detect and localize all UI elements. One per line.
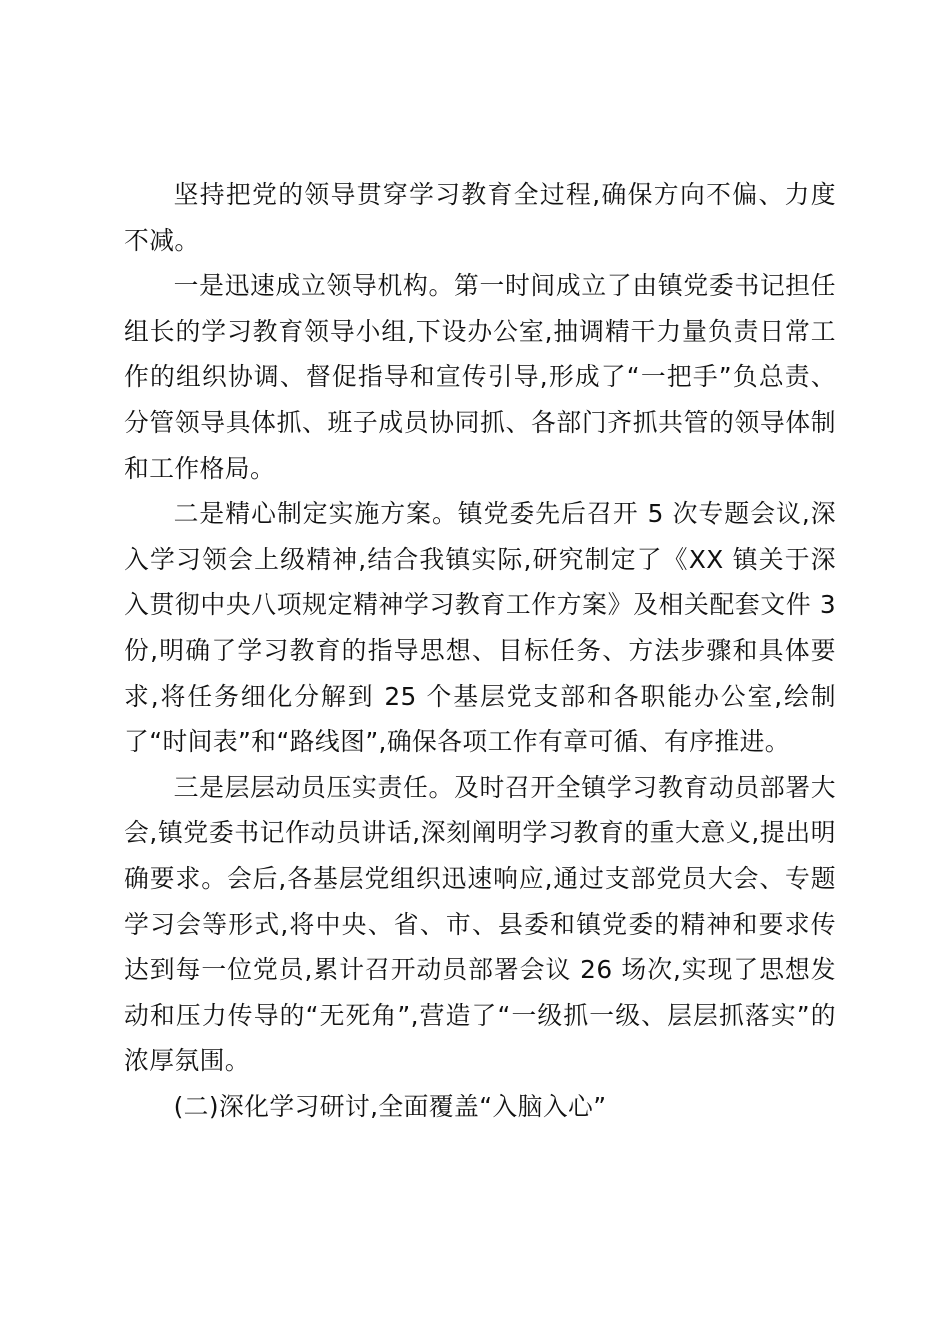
document-body: [124, 172, 836, 1129]
section-heading-study: (二)深化学习研讨,全面覆盖“入脑入心”: [173, 1091, 607, 1121]
paragraph-mobilization: 三是层层动员压实责任。及时召开全镇学习教育动员部署大会,镇党委书记作动员讲话,深刻阐明学习教育的重大意义,提出明确要求。会后,各基层党组织迅速响应,通过支部党员大会、专题学习会等形式,将中央、省、市、县委和镇党委的精神和要求传达到每一位党员,累计召开动员部署会议 26 场次,实现了思想发动和压力传导的“无死角”,营造了“一级抓一级、层层抓落实”的浓厚氛围。: [124, 772, 836, 1076]
paragraph-implementation-plan: 二是精心制定实施方案。镇党委先后召开 5 次专题会议,深入学习领会上级精神,结合我镇实际,研究制定了《XX 镇关于深入贯彻中央八项规定精神学习教育工作方案》及相关配套文件 3 份,明确了学习教育的指导思想、目标任务、方法步骤和具体要求,将任务细化分解到 25 个基层党支部和各职能办公室,绘制了“时间表”和“路线图”,确保各项工作有章可循、有序推进。: [124, 499, 836, 757]
paragraph-leadership-body: 一是迅速成立领导机构。第一时间成立了由镇党委书记担任组长的学习教育领导小组,下设办公室,抽调精干力量负责日常工作的组织协调、督促指导和宣传引导,形成了“一把手”负总责、分管领导具体抓、班子成员协同抓、各部门齐抓共管的领导体制和工作格局。: [124, 271, 836, 483]
paragraph-intro: 坚持把党的领导贯穿学习教育全过程,确保方向不偏、力度不减。: [124, 180, 836, 255]
